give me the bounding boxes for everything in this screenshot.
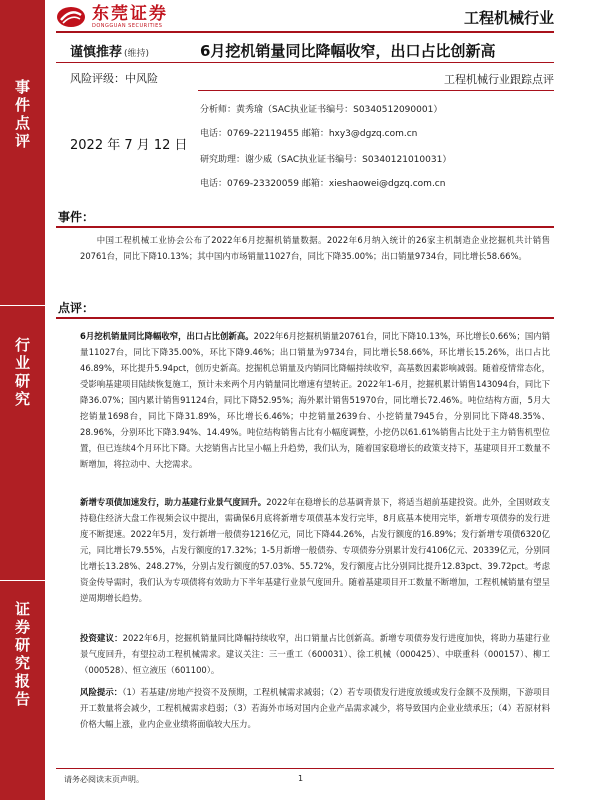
event-rule — [56, 226, 554, 228]
event-heading: 事件： — [58, 210, 95, 224]
comment-paragraph-4 — [80, 684, 550, 732]
footer-disclaimer: 请务必阅读末页声明。 — [64, 775, 144, 784]
sidebar-label-text: 证券研究报告 — [14, 600, 30, 708]
analyst-line: 分析师：黄秀瑜（SAC执业证书编号：S0340512090001） — [200, 105, 443, 115]
sidebar-label-securities-report — [0, 600, 45, 708]
paragraph-body: 2022年在稳增长的总基调背景下，将适当超前基建投资。此外，全国财政支持稳住经济大盘工作视频会议中提出，需确保6月底将新增专项债基本发行完毕，8月底基本使用完毕，新增专项债券的发行进度不断提速。2022年5月，发行新增一般债券1216亿元，同比下降44.26%，占发行额度的16.89%；发行新增专项债6320亿元，同比增长79.55%，占发行额度的17.32%；1-5月新增一般债券、专项债券分别累计发行4106亿元、20339亿元，分别同比增长13.28%、248.27%，分别占发行额度的57.03%、55.72%，发行额度占比分别同比提升12.83pct、39.72pct。考虑资金传导需时，我们认为专项债将有效助力下半年基建行业景气度回升。随着基建项目开工数量不断增加，工程机械销量有望呈逆周期增长趋势。 — [80, 497, 551, 603]
subtitle-rule — [198, 90, 554, 91]
assistant-line: 研究助理：谢少威（SAC执业证书编号：S0340121010031） — [200, 155, 452, 165]
sidebar-divider — [0, 580, 45, 581]
left-sidebar — [0, 0, 45, 800]
industry-heading: 工程机械行业 — [463, 9, 554, 27]
event-paragraph: 中国工程机械工业协会公布了2022年6月挖掘机销量数据。2022年6月纳入统计的26家主机制造企业挖掘机共计销售20761台，同比下降10.13%；其中国内市场销量11027台，同比下降35.00%；出口销量9734台，同比增长58.66%。 — [80, 235, 550, 261]
footer-rule — [56, 768, 554, 769]
comment-heading: 点评： — [58, 301, 95, 315]
header-rule — [56, 31, 554, 33]
sidebar-divider — [0, 305, 45, 306]
paragraph-body: （1）若基建/房地产投资不及预期，工程机械需求减弱；（2）若专项债发行进度放缓或发行金额不及预期，下游项目开工数量将会减少，工程机械需求趋弱；（3）若海外市场对国内企业产品需求减少，将导致国内企业业绩承压；（4）若原材料价格大幅上涨，业内企业业绩将面临较大压力。 — [80, 687, 551, 729]
comment-rule — [56, 317, 554, 319]
report-date: 2022 年 7 月 12 日 — [70, 138, 188, 153]
rating-value: 谨慎推荐 — [70, 45, 123, 60]
rating-label — [70, 41, 149, 60]
paragraph-lead: 新增专项债加速发行，助力基建行业景气度回升。 — [80, 497, 267, 507]
comment-paragraph-2 — [80, 494, 550, 606]
paragraph-body: 2022年6月挖掘机销量20761台，同比下降10.13%，环比增长0.66%；国内销量11027台，同比下降35.00%，环比下降9.46%；出口销量为9734台，同比增长58.66%，环比增长15.26%，出口占比46.89%，环比提升5.94pct，创历史新高。挖掘机总销量及内销同比降幅持续收窄，高基数因素影响减弱。随着疫情常态化，受影响基建项目陆续恢复施工，预计未来两个月内销量同比增速有望转正。2022年1-6月，挖掘机累计销售143094台，同比下降36.07%；国内累计销售91124台，同比下降52.95%；海外累计销售51970台，同比增长72.46%。吨位结构方面，5月大挖销量1698台，同比下降31.89%，环比增长6.46%；中挖销量2639台、小挖销量7945台，分别同比下降48.35%、28.96%，分别环比下降3.94%、14.49%。吨位结构销售占比有小幅度调整，小挖仍以61.61%销售占比处于主力销售机型位置，但已连续4个月环比下降。大挖销售占比呈小幅上升趋势，我们认为，随着国家稳增长的政策支持下，基建项目开工数量不断增加，将拉动中、大挖需求。 — [80, 331, 551, 469]
company-logo — [56, 4, 168, 30]
logo-name-cn: 东莞证券 — [92, 4, 168, 24]
paragraph-body: 2022年6月，挖掘机销量同比降幅持续收窄，出口销量占比创新高。新增专项债券发行进度加快，将助力基建行业景气度回升，有望拉动工程机械需求。建议关注：三一重工（600031）、徐工机械（000425）、中联重科（000157）、柳工（000528）、恒立液压（601100）。 — [80, 633, 551, 675]
sidebar-label-event-comment — [0, 78, 45, 150]
report-subtitle: 工程机械行业跟踪点评 — [444, 73, 554, 86]
paragraph-lead: 风险提示： — [80, 687, 123, 697]
assistant-contact: 电话：0769-23320059 邮箱：xieshaowei@dgzq.com.cn — [200, 179, 446, 189]
comment-paragraph-3 — [80, 630, 550, 678]
paragraph-lead: 投资建议： — [80, 633, 123, 643]
logo-mark-icon — [56, 6, 86, 28]
sidebar-label-industry-research — [0, 336, 45, 408]
rating-note: (维持) — [124, 49, 150, 59]
sidebar-label-text: 行业研究 — [14, 336, 30, 408]
logo-name-en: DONGGUAN SECURITIES — [92, 23, 163, 29]
sidebar-label-text: 事件点评 — [14, 78, 30, 150]
paragraph-lead: 6月挖机销量同比降幅收窄，出口占比创新高。 — [80, 331, 254, 341]
page-number: 1 — [298, 774, 304, 783]
risk-rating: 风险评级：中风险 — [70, 72, 158, 85]
title-rule — [56, 62, 554, 63]
comment-paragraph-1 — [80, 328, 550, 472]
report-title: 6月挖机销量同比降幅收窄，出口占比创新高 — [200, 42, 496, 60]
analyst-contact: 电话：0769-22119455 邮箱：hxy3@dgzq.com.cn — [200, 129, 418, 139]
